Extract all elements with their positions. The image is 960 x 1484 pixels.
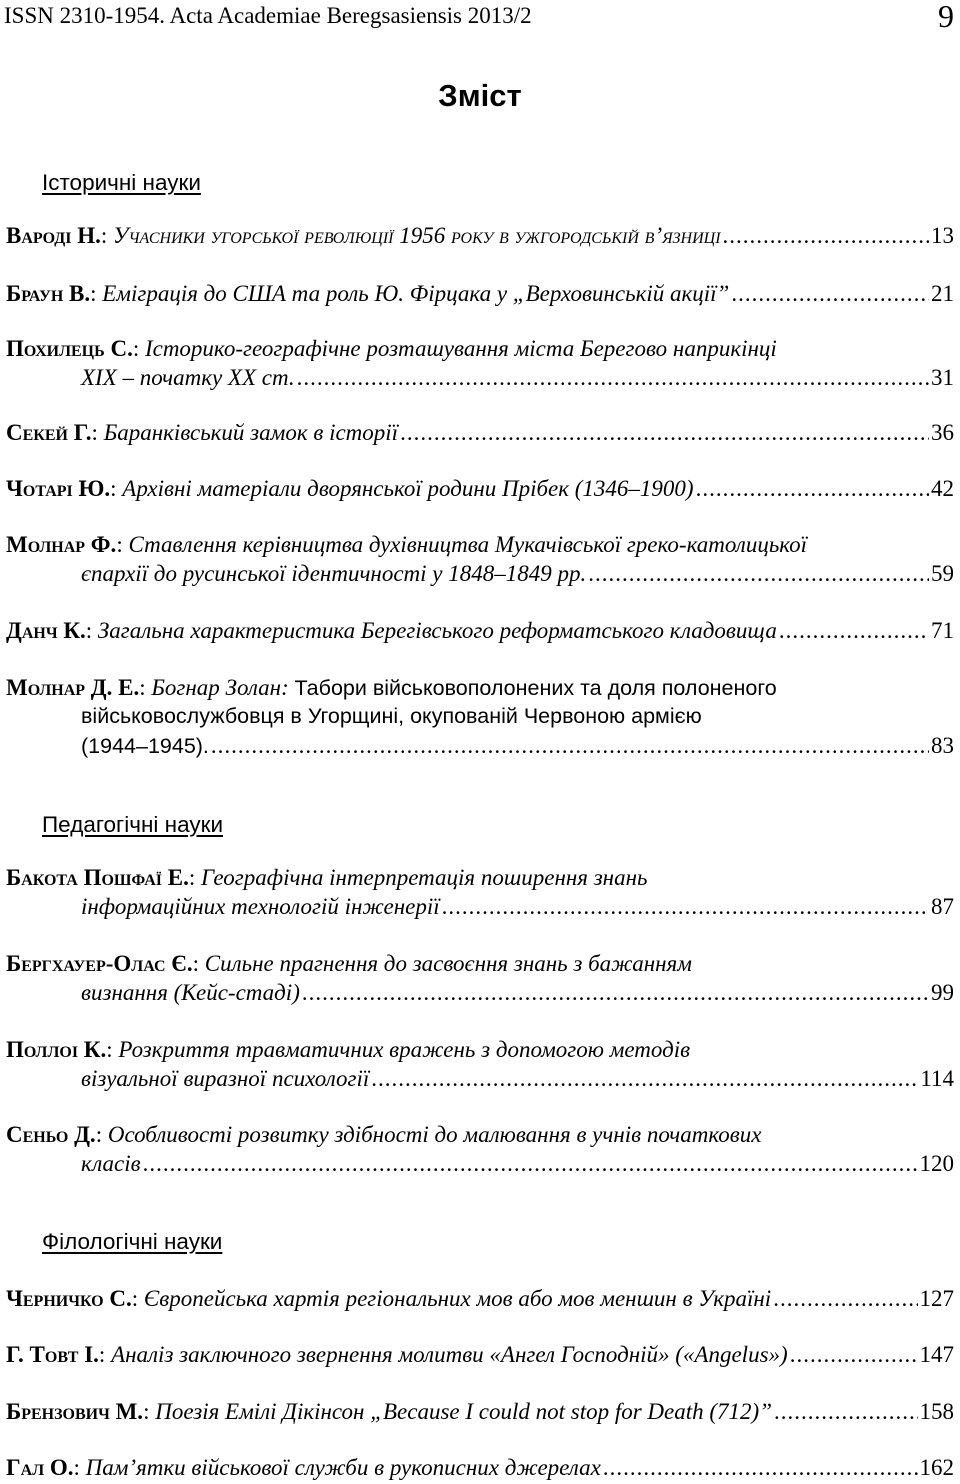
entry-title-continued: єпархії до русинської ідентичності у 1848–1849 рр.: [81, 561, 587, 586]
toc-entry[interactable]: Молнар Ф. : Ставлення керівництва духівництва Мукачівської греко-католицької єпархії до русинської ідентичності у 1848–1849 рр. ..... 59: [6, 532, 954, 590]
entry-author: Бергхауер-Олас Є.: [6, 951, 193, 976]
entry-title: Архівні матеріали дворянської родини Прібек (1346–1900): [122, 476, 694, 501]
entry-page: 21: [931, 281, 954, 306]
entry-title-continued: XIX – початку XX ст.: [81, 365, 295, 390]
entry-title: Поезія Емілі Дікінсон „Because I could not stop for Death (712)”: [155, 1399, 773, 1424]
toc-entry[interactable]: Данч К. : Загальна характеристика Берегівського реформатського кладовища ..... 71: [6, 618, 954, 647]
toc-entry[interactable]: Похилець С. : Історико-географічне розташування міста Берегово наприкінці XIX – початку XX ст. ..... 31: [6, 336, 954, 394]
entry-author: Молнар Д. Е.: [6, 675, 140, 700]
entry-author: Секей Г.: [6, 420, 92, 445]
toc-entry[interactable]: Г. Товт І. : Аналіз заключного звернення молитви «Ангел Господній» («Angelus») ..... 147: [6, 1342, 954, 1371]
entry-title: Баранківський замок в історії: [103, 420, 399, 445]
toc-entry[interactable]: Чотарі Ю. : Архівні матеріали дворянської родини Прібек (1346–1900) ..... 42: [6, 476, 954, 505]
entry-title: Ставлення керівництва духівництва Мукачівської греко-католицької: [128, 532, 808, 557]
entry-author: Браун В.: [6, 281, 91, 306]
entry-page: 42: [931, 476, 954, 501]
entry-title: Табори військовополонених та доля полоненого: [294, 676, 777, 700]
entry-title-continued: (1944–1945).: [81, 734, 209, 758]
toc-entry[interactable]: Черничко С. : Європейська хартія регіональних мов або мов меншин в Україні ..... 127: [6, 1286, 954, 1315]
entry-page: 162: [919, 1455, 954, 1480]
entry-page: 59: [931, 561, 954, 586]
entry-page: 158: [919, 1399, 954, 1424]
entry-page: 13: [931, 223, 954, 248]
entry-title-continued: військовослужбовця в Угорщині, окупованій Червоною армією: [81, 704, 702, 728]
toc-entry[interactable]: Бакота Пошфаї Е. : Географічна інтерпретація поширення знань інформаційних технологій інженерії ..... 87: [6, 865, 954, 923]
entry-page: 87: [931, 894, 954, 919]
page-number: 9: [938, 0, 954, 34]
entry-page: 147: [919, 1342, 954, 1367]
toc-entry[interactable]: Бергхауер-Олас Є. : Сильне прагнення до засвоєння знань з бажанням визнання (Кейс-стаді) ..... 99: [6, 951, 954, 1009]
entry-author: Черничко С.: [6, 1286, 132, 1311]
entry-page: 83: [931, 733, 954, 758]
journal-header: ISSN 2310-1954. Acta Academiae Beregsasiensis 2013/2: [4, 3, 532, 28]
toc-entry[interactable]: Секей Г. : Баранківський замок в історії ..... 36: [6, 420, 954, 449]
entry-prefix: Богнар Золан:: [151, 675, 289, 700]
entry-author: Г. Товт І.: [6, 1342, 99, 1367]
entry-title-continued: класів: [81, 1151, 141, 1176]
entry-author: Молнар Ф.: [6, 532, 117, 557]
toc-entry[interactable]: Сеньо Д. : Особливості розвитку здібності до малювання в учнів початкових класів ..... 120: [6, 1122, 954, 1180]
entry-author: Данч К.: [6, 618, 86, 643]
section-title-history: Історичні науки: [42, 170, 201, 195]
toc-entry[interactable]: Брензович М. : Поезія Емілі Дікінсон „Because I could not stop for Death (712)” ..... 158: [6, 1399, 954, 1428]
entry-title-continued: визнання (Кейс-стаді): [81, 980, 300, 1005]
entry-author: Чотарі Ю.: [6, 476, 111, 501]
entry-title: Особливості розвитку здібності до малювання в учнів початкових: [107, 1122, 762, 1147]
entry-author: Похилець С.: [6, 336, 133, 361]
entry-title: Еміграція до США та роль Ю. Фірцака у „Верховинській акції”: [102, 281, 730, 306]
entry-title-continued: візуальної виразної психології: [81, 1066, 370, 1091]
page-title: Зміст: [438, 78, 522, 113]
toc-entry[interactable]: Молнар Д. Е. : Богнар Золан: Табори військовополонених та доля полоненого військовослужбовця в Угорщині, окупованій Червоною армією (1944–1945). ..... 83: [6, 675, 954, 762]
entry-author: Вароді Н.: [6, 223, 101, 248]
toc-entry[interactable]: Поллоі К. : Розкриття травматичних вражень з допомогою методів візуальної виразної психології ..... 114: [6, 1037, 954, 1095]
entry-author: Поллоі К.: [6, 1037, 107, 1062]
entry-title: Сильне прагнення до засвоєння знань з бажанням: [204, 951, 692, 976]
toc-entry[interactable]: Гал О. : Пам’ятки військової служби в рукописних джерелах ..... 162: [6, 1455, 954, 1484]
entry-author: Бакота Пошфаї Е.: [6, 865, 189, 890]
entry-page: 114: [920, 1066, 954, 1091]
entry-page: 120: [919, 1151, 954, 1176]
entry-page: 99: [931, 980, 954, 1005]
entry-author: Брензович М.: [6, 1399, 144, 1424]
entry-page: 127: [919, 1286, 954, 1311]
entry-page: 31: [931, 365, 954, 390]
entry-title-continued: інформаційних технологій інженерії: [81, 894, 440, 919]
entry-author: Сеньо Д.: [6, 1122, 96, 1147]
toc-entry[interactable]: Браун В. : Еміграція до США та роль Ю. Фірцака у „Верховинській акції” ..... 21: [6, 281, 954, 310]
entry-title: Аналіз заключного звернення молитви «Ангел Господній» («Angelus»): [111, 1342, 788, 1367]
entry-title: Загальна характеристика Берегівського реформатського кладовища: [97, 618, 777, 643]
entry-title: Пам’ятки військової служби в рукописних джерелах: [85, 1455, 601, 1480]
entry-title: Учасники угорської революції 1956 року в ужгородській в’язниці: [113, 223, 721, 248]
entry-page: 71: [931, 618, 954, 643]
entry-title: Європейська хартія регіональних мов або мов меншин в Україні: [143, 1286, 772, 1311]
entry-title: Історико-географічне розташування міста Берегово наприкінці: [144, 336, 777, 361]
toc-entry[interactable]: Вароді Н. : Учасники угорської революції 1956 року в ужгородській в’язниці ..... 13: [6, 223, 954, 252]
section-title-philology: Філологічні науки: [42, 1229, 223, 1254]
entry-page: 36: [931, 420, 954, 445]
entry-title: Географічна інтерпретація поширення знань: [201, 865, 648, 890]
entry-author: Гал О.: [6, 1455, 74, 1480]
section-title-pedagogy: Педагогічні науки: [42, 812, 224, 837]
entry-title: Розкриття травматичних вражень з допомогою методів: [118, 1037, 691, 1062]
